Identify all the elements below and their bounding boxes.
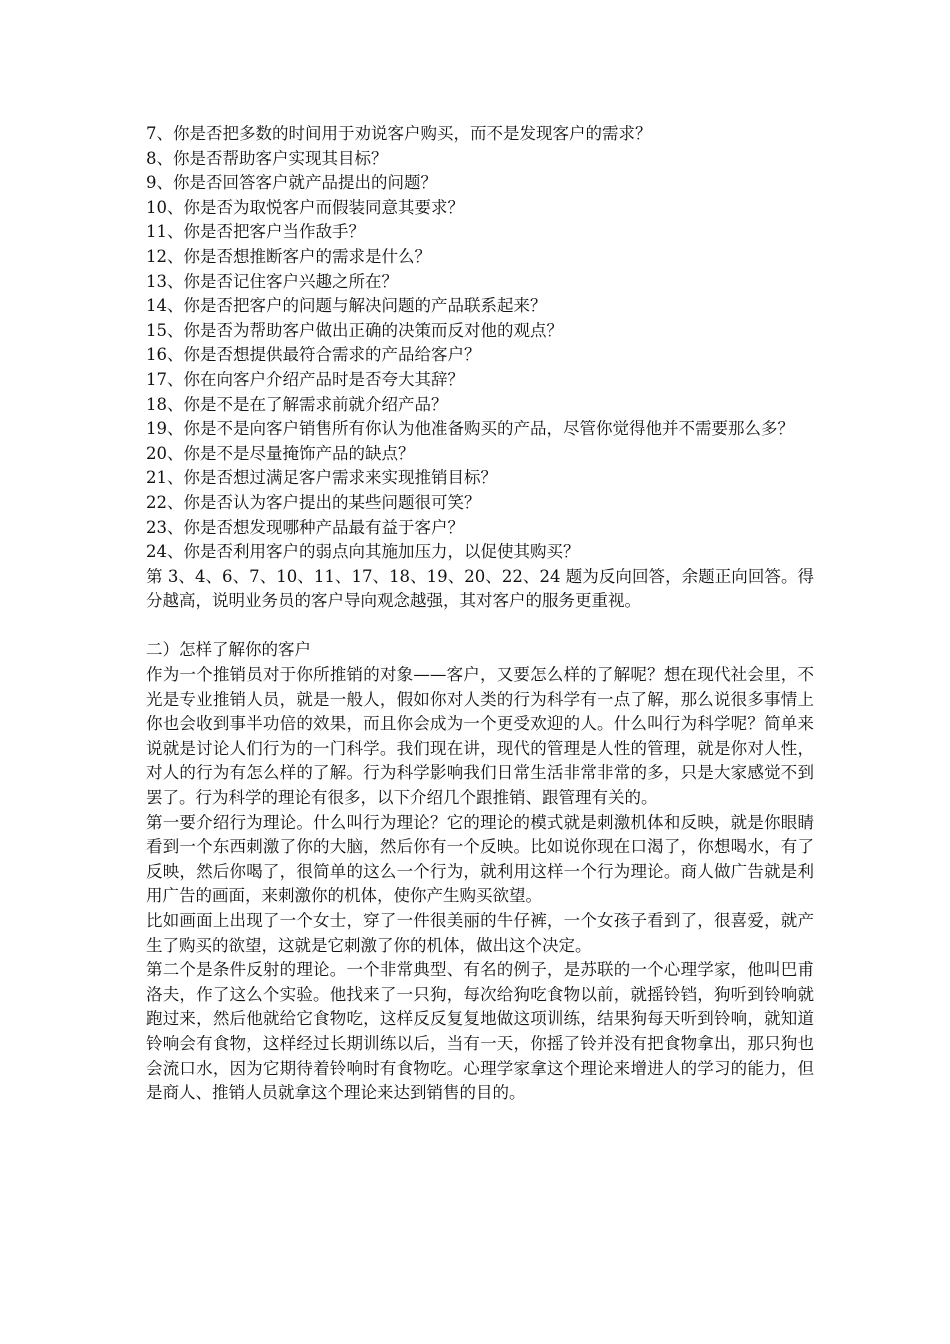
- question-item: 21、你是否想过满足客户需求来实现推销目标？: [146, 468, 497, 488]
- question-item: 15、你是否为帮助客户做出正确的决策而反对他的观点？: [146, 320, 563, 340]
- section-heading: 二）怎样了解你的客户: [146, 640, 311, 660]
- question-item: 9、你是否回答客户就产品提出的问题？: [146, 173, 437, 193]
- question-item: 14、你是否把客户的问题与解决问题的产品联系起来？: [146, 296, 547, 316]
- question-item: 11、你是否把客户当作敌手？: [146, 222, 365, 242]
- question-item: 17、你在向客户介绍产品时是否夸大其辞？: [146, 369, 464, 389]
- question-item: 7、你是否把多数的时间用于劝说客户购买，而不是发现客户的需求？: [146, 124, 652, 143]
- question-item: 10、你是否为取悦客户而假装同意其要求？: [146, 197, 464, 217]
- body-paragraph: 比如画面上出现了一个女士，穿了一件很美丽的牛仔裤，一个女孩子看到了，很喜爱，就产生了购买的欲望，这就是它刺激了你的机体，做出这个决定。: [146, 911, 814, 955]
- question-item: 20、你是不是尽量掩饰产品的缺点？: [146, 443, 415, 463]
- question-item: 8、你是否帮助客户实现其目标？: [146, 148, 388, 168]
- document-body: [146, 122, 814, 1106]
- question-item: 16、你是否想提供最符合需求的产品给客户？: [146, 345, 481, 365]
- body-paragraph: 作为一个推销员对于你所推销的对象——客户，又要怎么样的了解呢？想在现代社会里，不光是专业推销人员，就是一般人，假如你对人类的行为科学有一点了解，那么说很多事情上你也会收到事半功倍的效果，而且你会成为一个更受欢迎的人。什么叫行为科学呢？简单来说就是讨论人们行为的一门科学。我们现在讲，现代的管理是人性的管理，就是你对人性，对人的行为有怎么样的了解。行为科学影响我们日常生活非常非常的多，只是大家感觉不到罢了。行为科学的理论有很多，以下介绍几个跟推销、跟管理有关的。: [146, 665, 814, 808]
- scoring-note: 第 3、4、6、7、10、11、17、18、19、20、22、24 题为反向回答，余题正向回答。得分越高，说明业务员的客户导向观念越强，其对客户的服务更重视。: [146, 566, 814, 611]
- body-paragraph: 第一要介绍行为理论。什么叫行为理论？它的理论的模式就是刺激机体和反映，就是你眼睛看到一个东西刺激了你的大脑，然后你有一个反映。比如说你现在口渴了，你想喝水，有了反映，然后你喝了，很简单的这么一个行为，就利用这样一个行为理论。商人做广告就是利用广告的画面，来刺激你的机体，使你产生购买欲望。: [146, 812, 814, 906]
- question-item: 23、你是否想发现哪种产品最有益于客户？: [146, 517, 464, 537]
- question-item: 22、你是否认为客户提出的某些问题很可笑？: [146, 492, 481, 512]
- question-item: 18、你是不是在了解需求前就介绍产品？: [146, 394, 448, 414]
- question-item: 12、你是否想推断客户的需求是什么？: [146, 246, 431, 266]
- question-item: 24、你是否利用客户的弱点向其施加压力，以促使其购买？: [146, 542, 580, 562]
- question-item: 19、你是不是向客户销售所有你认为他准备购买的产品，尽管你觉得他并不需要那么多？: [146, 419, 794, 439]
- question-item: 13、你是否记住客户兴趣之所在？: [146, 271, 398, 291]
- body-paragraph: 第二个是条件反射的理论。一个非常典型、有名的例子，是苏联的一个心理学家，他叫巴甫洛夫，作了这么个实验。他找来了一只狗，每次给狗吃食物以前，就摇铃铛，狗听到铃响就跑过来，然后他就给它食物吃，这样反反复复地做这项训练，结果狗每天听到铃响，就知道铃响会有食物，这样经过长期训练以后，当有一天，你摇了铃并没有把食物拿出，那只狗也会流口水，因为它期待着铃响时有食物吃。心理学家拿这个理论来增进人的学习的能力，但是商人、推销人员就拿这个理论来达到销售的目的。: [146, 960, 814, 1103]
- section-spacer: [146, 614, 814, 639]
